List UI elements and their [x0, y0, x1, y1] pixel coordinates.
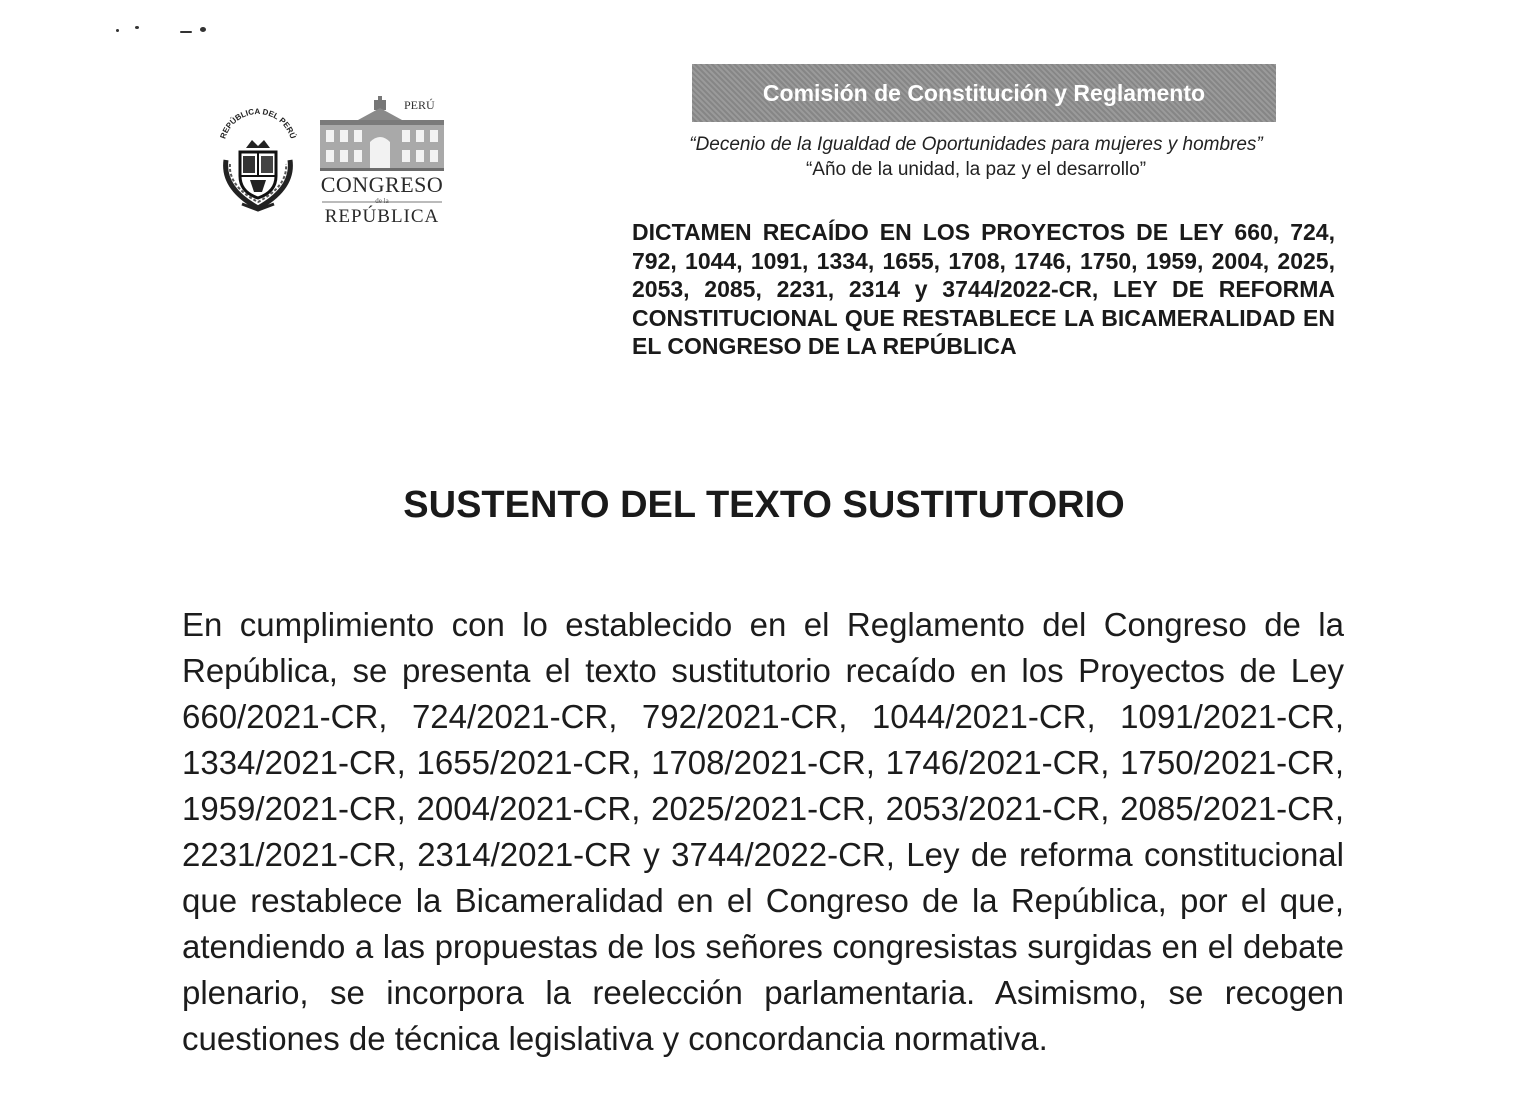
logo-dela-text: de la [375, 197, 389, 205]
commission-banner [692, 64, 1276, 122]
dictamen-title: DICTAMEN RECAÍDO EN LOS PROYECTOS DE LEY 660, 724, 792, 1044, 1091, 1334, 1655, 1708, 1746, 1750, 1959, 2004, 2025, 2053, 2085, 2231, 2314 y 3744/2022-CR, LEY DE REFORMA CONSTITUCIONAL QUE RESTABLECE LA BICAMERALIDAD EN EL CONGRESO DE LA REPÚBLICA [632, 219, 1335, 360]
commission-name: Comisión de Constitución y Reglamento [762, 79, 1206, 106]
scan-speck [116, 29, 119, 32]
section-heading: SUSTENTO DEL TEXTO SUSTITUTORIO [403, 484, 1125, 526]
year-motto: “Año de la unidad, la paz y el desarrollo” [805, 159, 1147, 180]
svg-text:REPÚBLICA DEL PERÚ [218, 107, 297, 140]
scan-speck [180, 31, 192, 33]
seal-text: REPÚBLICA DEL PERÚ [218, 106, 298, 140]
logo-peru-text: PERÚ [404, 98, 435, 112]
logo-republica-text: REPÚBLICA [324, 206, 440, 227]
body-paragraph: En cumplimiento con lo establecido en el Reglamento del Congreso de la República, se presenta el texto sustitutorio recaído en los Proyectos de Ley 660/2021-CR, 724/2021-CR, 792/2021-CR, 1044/2021-CR, 1091/2021-CR, 1334/2021-CR, 1655/2021-CR, 1708/2021-CR, 1746/2021-CR, 1750/2021-CR, 1959/2021-CR, 2004/2021-CR, 2025/2021-CR, 2053/2021-CR, 2085/2021-CR, 2231/2021-CR, 2314/2021-CR y 3744/2022-CR, Ley de reforma constitucional que restablece la Bicameralidad en el Congreso de la República, por el que, atendiendo a las propuestas de los señores congresistas surgidas en el debate plenario, se incorpora la reelección parlamentaria. Asimismo, se recogen cuestiones de técnica legislativa y concordancia normativa. [182, 606, 1344, 1057]
logo-congreso-text: CONGRESO [320, 172, 444, 197]
coat-of-arms-seal [212, 104, 304, 216]
scan-speck [200, 27, 206, 32]
decade-motto: “Decenio de la Igualdad de Oportunidades para mujeres y hombres” [689, 134, 1263, 155]
scan-speck [135, 26, 139, 29]
